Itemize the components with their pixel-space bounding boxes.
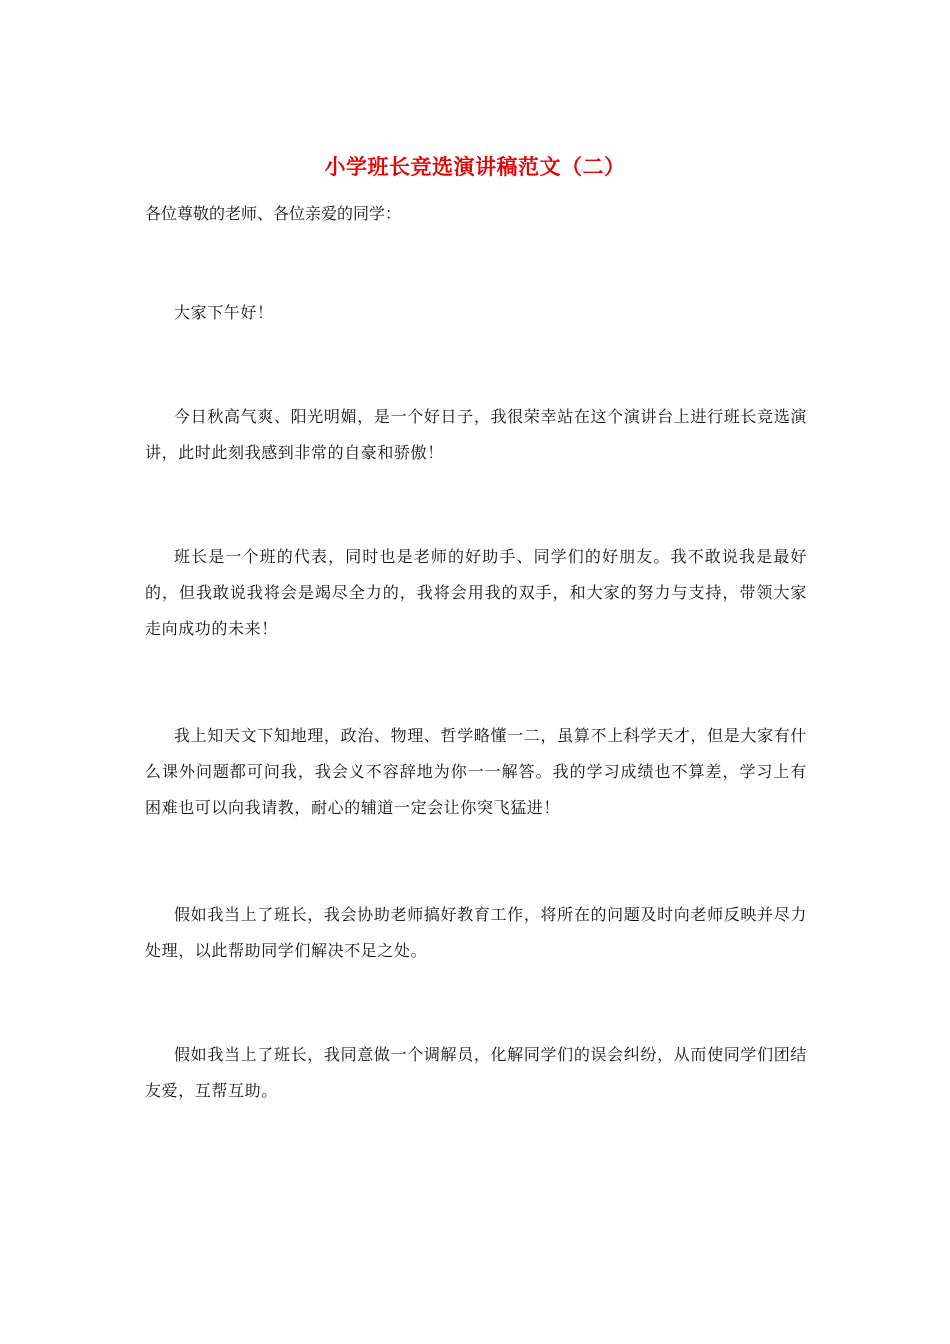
- paragraph-role: 班长是一个班的代表，同时也是老师的好助手、同学们的好朋友。我不敢说我是最好的，但我敢说我将会是竭尽全力的，我将会用我的双手，和大家的努力与支持，带领大家走向成功的未来！: [145, 547, 807, 638]
- document-title: 小学班长竞选演讲稿范文（二）: [324, 154, 626, 179]
- paragraph-abilities: 我上知天文下知地理，政治、物理、哲学略懂一二，虽算不上科学天才，但是大家有什么课外问题都可问我，我会义不容辞地为你一一解答。我的学习成绩也不算差，学习上有困难也可以向我请教，耐心的辅道一定会让你突飞猛进！: [145, 726, 807, 817]
- paragraph-introduction: 今日秋高气爽、阳光明媚，是一个好日子，我很荣幸站在这个演讲台上进行班长竞选演讲，此时此刻我感到非常的自豪和骄傲！: [145, 407, 807, 462]
- paragraph-assist-teacher: 假如我当上了班长，我会协助老师搞好教育工作，将所在的问题及时向老师反映并尽力处理，以此帮助同学们解决不足之处。: [145, 905, 807, 960]
- salutation: 各位尊敬的老师、各位亲爱的同学：: [145, 204, 402, 223]
- paragraph-greeting: 大家下午好！: [174, 303, 274, 322]
- paragraph-mediator: 假如我当上了班长，我同意做一个调解员，化解同学们的误会纠纷，从而使同学们团结友爱，互帮互助。: [145, 1045, 807, 1100]
